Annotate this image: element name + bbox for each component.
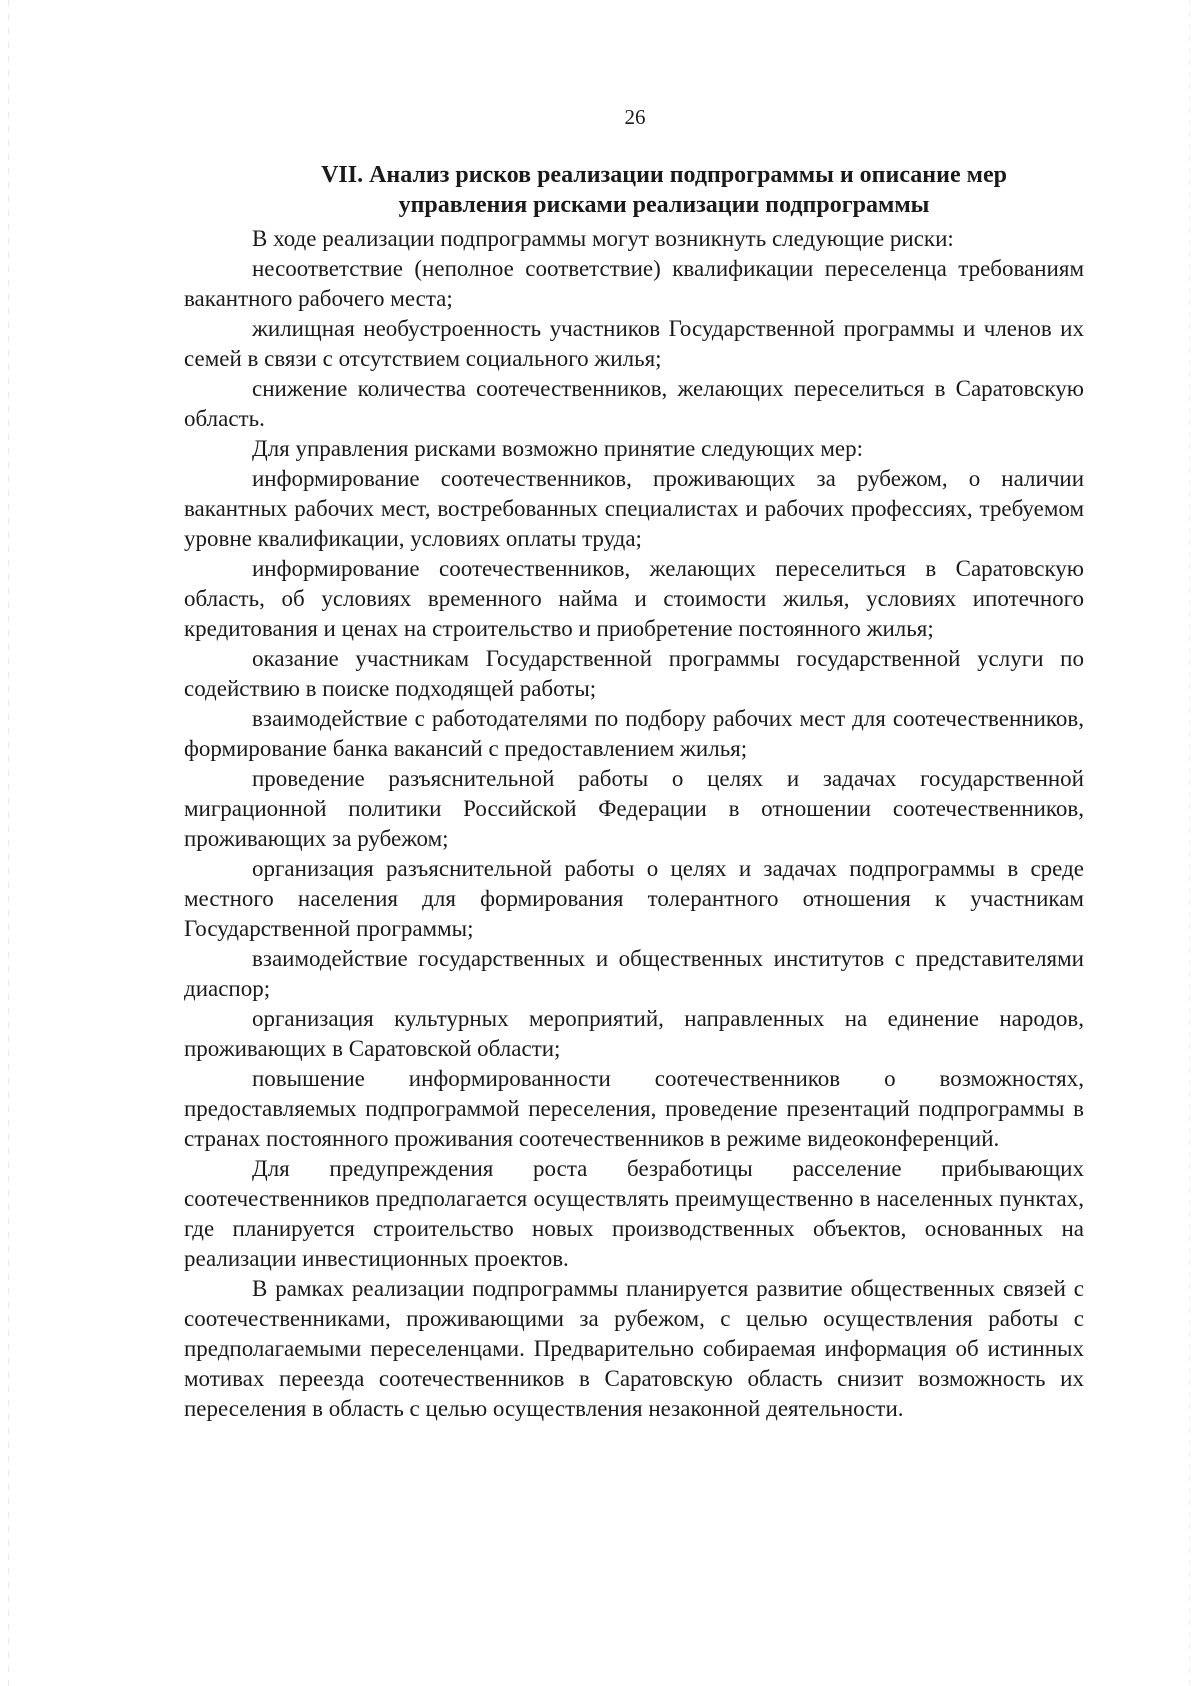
paragraph-4: снижение количества соотечественников, желающих переселиться в Саратовскую область. bbox=[184, 376, 1084, 431]
scan-edge-right bbox=[1189, 0, 1190, 1686]
section-title-line-1: VII. Анализ рисков реализации подпрограммы и описание мер bbox=[321, 162, 1007, 188]
paragraph-7: информирование соотечественников, желающих переселиться в Саратовскую область, об условиях временного найма и стоимости жилья, условиях ипотечного кредитования и ценах на строительство и приобретение постоянного жилья; bbox=[184, 556, 1084, 641]
paragraph-15: Для предупреждения роста безработицы расселение прибывающих соотечественников предполагается осуществлять преимущественно в населенных пунктах, где планируется строительство новых производственных объектов, основанных на реализации инвестиционных проектов. bbox=[184, 1156, 1084, 1271]
page-number: 26 bbox=[624, 105, 646, 129]
paragraph-9: взаимодействие с работодателями по подбору рабочих мест для соотечественников, формирование банка вакансий с предоставлением жилья; bbox=[184, 706, 1084, 761]
scan-edge-left bbox=[8, 0, 9, 1686]
paragraph-5: Для управления рисками возможно принятие следующих мер: bbox=[252, 436, 863, 461]
paragraph-16: В рамках реализации подпрограммы планируется развитие общественных связей с соотечественниками, проживающими за рубежом, с целью осуществления работы с предполагаемыми переселенцами. Предварительно собираемая информация об истинных мотивах переезда соотечественников в Саратовскую область снизит возможность их переселения в область с целью осуществления незаконной деятельности. bbox=[184, 1276, 1084, 1421]
paragraph-2: несоответствие (неполное соответствие) квалификации переселенца требованиям вакантного рабочего места; bbox=[184, 256, 1084, 311]
paragraph-11: организация разъяснительной работы о целях и задачах подпрограммы в среде местного населения для формирования толерантного отношения к участникам Государственной программы; bbox=[184, 856, 1084, 941]
paragraph-1: В ходе реализации подпрограммы могут возникнуть следующие риски: bbox=[252, 226, 954, 251]
document-body bbox=[184, 160, 1084, 1424]
paragraph-6: информирование соотечественников, проживающих за рубежом, о наличии вакантных рабочих мест, востребованных специалистах и рабочих профессиях, требуемом уровне квалификации, условиях оплаты труда; bbox=[184, 466, 1084, 551]
section-title-line-2: управления рисками реализации подпрограммы bbox=[398, 192, 930, 218]
paragraph-13: организация культурных мероприятий, направленных на единение народов, проживающих в Саратовской области; bbox=[184, 1006, 1084, 1061]
paragraph-3: жилищная необустроенность участников Государственной программы и членов их семей в связи с отсутствием социального жилья; bbox=[184, 316, 1084, 371]
paragraph-8: оказание участникам Государственной программы государственной услуги по содействию в поиске подходящей работы; bbox=[184, 646, 1084, 701]
paragraph-12: взаимодействие государственных и общественных институтов с представителями диаспор; bbox=[184, 946, 1084, 1001]
section-title bbox=[184, 160, 1084, 220]
paragraph-14: повышение информированности соотечественников о возможностях, предоставляемых подпрограммой переселения, проведение презентаций подпрограммы в странах постоянного проживания соотечественников в режиме видеоконференций. bbox=[184, 1066, 1084, 1151]
paragraph-10: проведение разъяснительной работы о целях и задачах государственной миграционной политики Российской Федерации в отношении соотечественников, проживающих за рубежом; bbox=[184, 766, 1084, 851]
